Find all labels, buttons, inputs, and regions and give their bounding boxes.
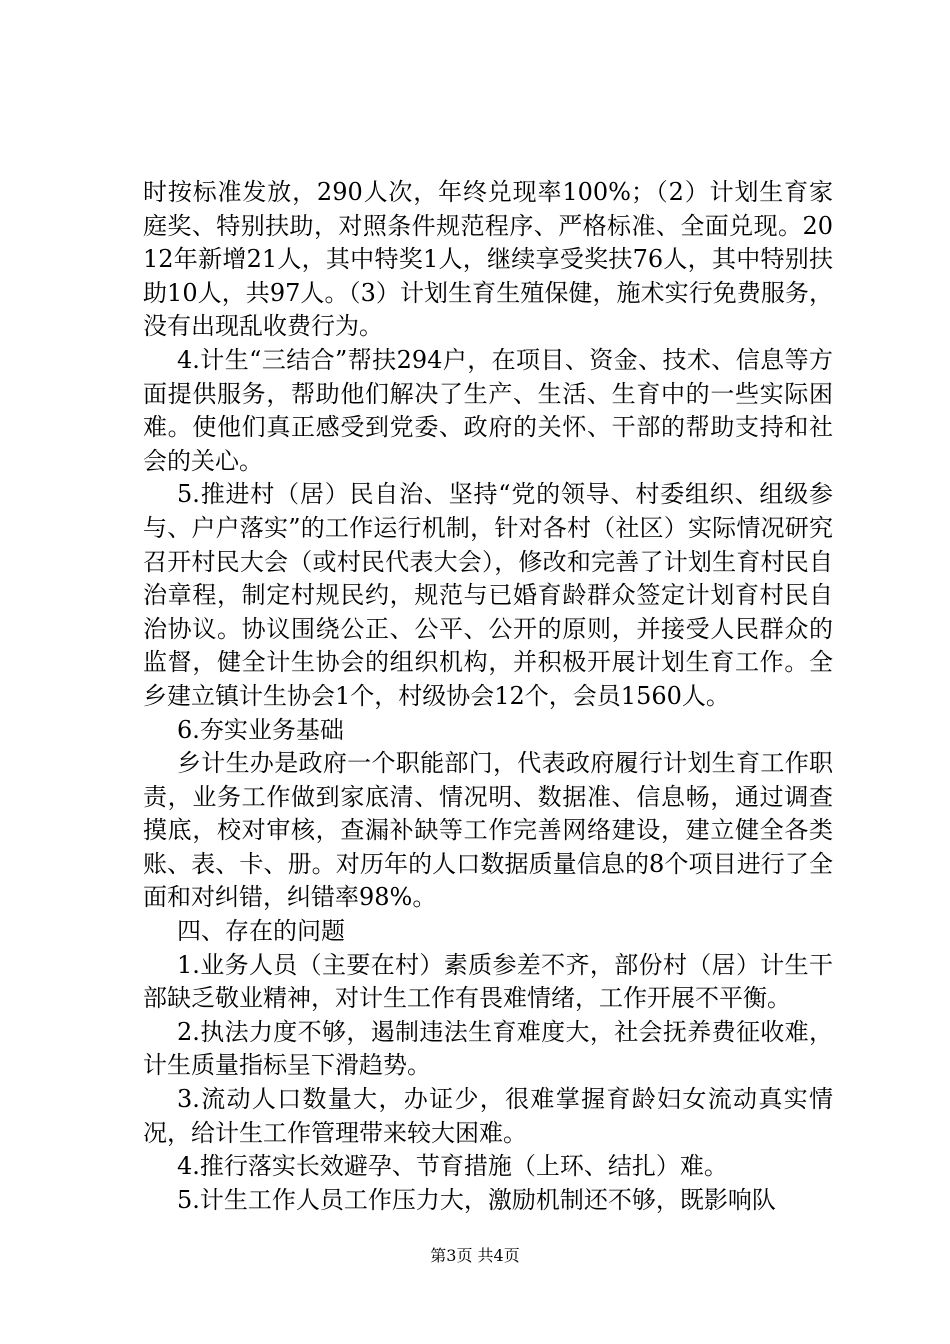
section-heading-issues: 四、存在的问题 <box>177 917 345 946</box>
paragraph-1: 时按标准发放，290人次，年终兑现率100%；（2）计划生育家庭奖、特别扶助，对照条件规范程序、严格标准、全面兑现。2012年新增21人，其中特奖1人，继续享受奖扶76人，其中特别扶助10人，共97人。（3）计划生育生殖保健，施术实行免费服务，没有出现乱收费行为。 <box>143 178 833 341</box>
page-footer: 第3页 共4页 <box>430 1246 520 1265</box>
issue-item-4: 4.推行落实长效避孕、节育措施（上环、结扎）难。 <box>177 1152 728 1181</box>
issue-item-1: 1.业务人员（主要在村）素质参差不齐，部份村（居）计生干部缺乏敬业精神，对计生工作有畏难情绪，工作开展不平衡。 <box>143 950 833 1013</box>
section-heading-6: 6.夯实业务基础 <box>177 715 344 744</box>
issue-item-5: 5.计生工作人员工作压力大，激励机制还不够，既影响队 <box>177 1185 776 1214</box>
issue-item-3: 3.流动人口数量大，办证少，很难掌握育龄妇女流动真实情况，给计生工作管理带来较大困难。 <box>143 1085 833 1147</box>
issue-item-2: 2.执法力度不够，遏制违法生育难度大，社会抚养费征收难，计生质量指标呈下滑趋势。 <box>143 1017 833 1080</box>
document-body <box>143 176 833 1217</box>
paragraph-5: 乡计生办是政府一个职能部门，代表政府履行计划生育工作职责，业务工作做到家底清、情况明、数据准、信息畅，通过调查摸底，校对审核，查漏补缺等工作完善网络建设，建立健全各类账、表、卡、册。对历年的人口数据质量信息的8个项目进行了全面和对纠错，纠错率98%。 <box>143 749 833 912</box>
paragraph-2: 4.计生“三结合”帮扶294户，在项目、资金、技术、信息等方面提供服务，帮助他们解决了生产、生活、生育中的一些实际困难。使他们真正感受到党委、政府的关怀、干部的帮助支持和社会的关心。 <box>143 345 833 475</box>
paragraph-3: 5.推进村（居）民自治、坚持“党的领导、村委组织、组级参与、户户落实”的工作运行机制，针对各村（社区）实际情况研究召开村民大会（或村民代表大会），修改和完善了计划生育村民自治章程，制定村规民约，规范与已婚育龄群众签定计划育村民自治协议。协议围绕公正、公平、公开的原则，并接受人民群众的监督，健全计生协会的组织机构，并积极开展计划生育工作。全乡建立镇计生协会1个，村级协会12个，会员1560人。 <box>143 480 833 710</box>
